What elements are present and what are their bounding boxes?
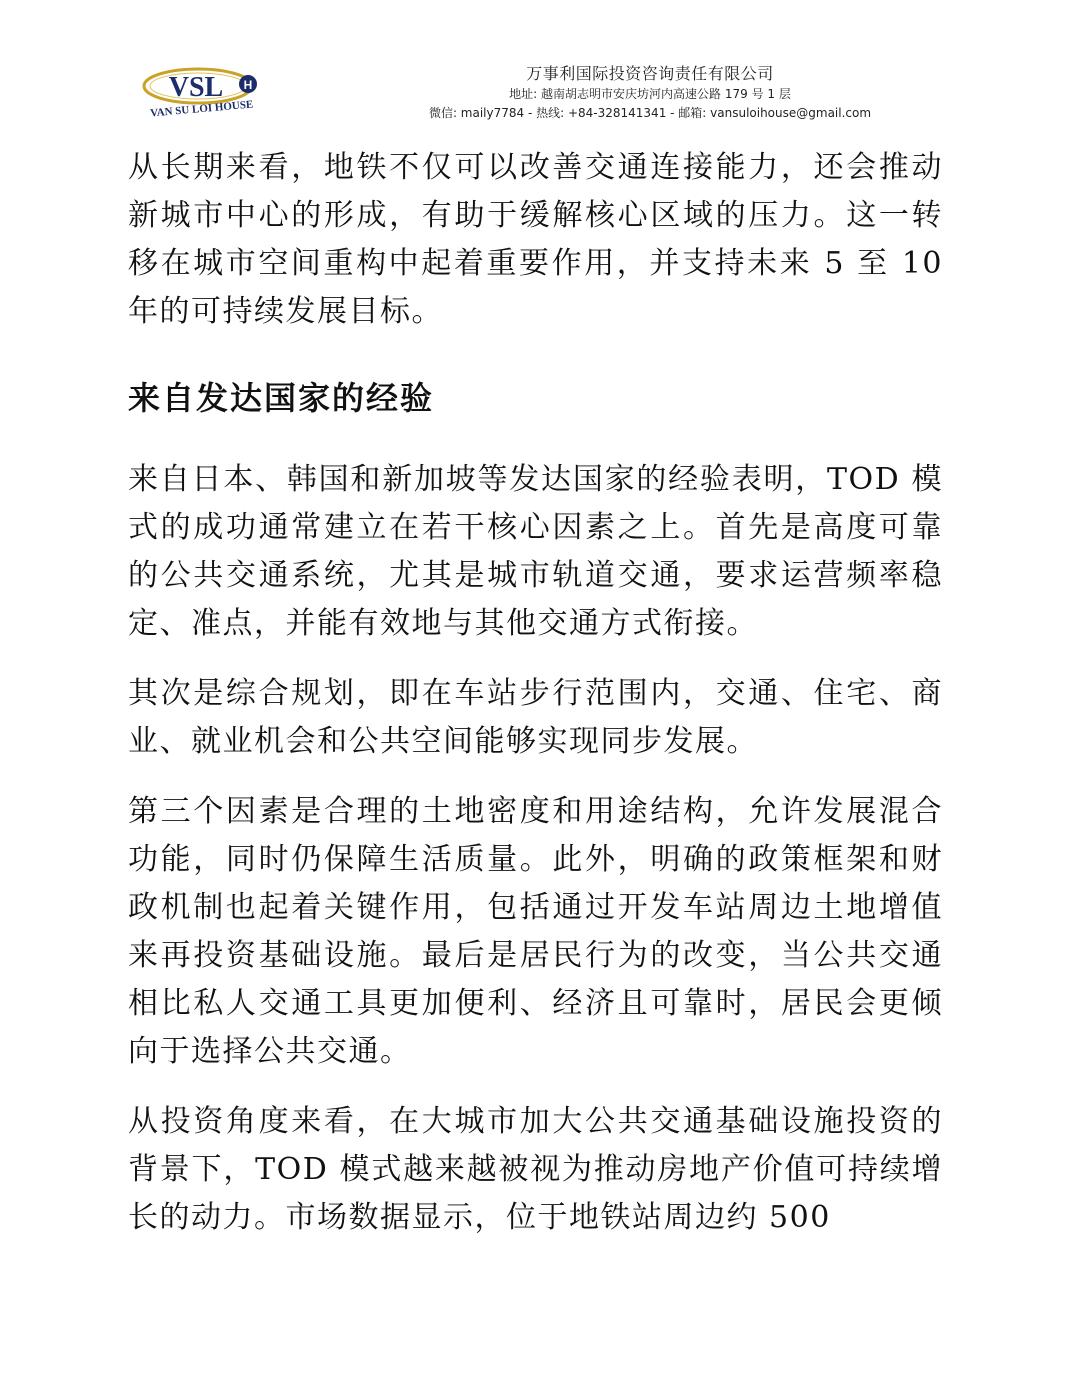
page-header bbox=[0, 0, 1080, 140]
logo-badge: H bbox=[243, 78, 253, 92]
logo-text: VSL bbox=[168, 72, 224, 103]
company-info bbox=[400, 63, 900, 123]
logo-subtext: VAN SU LOI HOUSE bbox=[149, 98, 254, 120]
paragraph-4: 第三个因素是合理的土地密度和用途结构，允许发展混合功能，同时仍保障生活质量。此外，明确的政策框架和财政机制也起着关键作用，包括通过开发车站周边土地增值来再投资基础设施。最后是居民行为的改变，当公共交通相比私人交通工具更加便利、经济且可靠时，居民会更倾向于选择公共交通。 bbox=[128, 794, 943, 1069]
company-logo bbox=[140, 62, 270, 124]
paragraph-3: 其次是综合规划，即在车站步行范围内，交通、住宅、商业、就业机会和公共空间能够实现同步发展。 bbox=[128, 676, 943, 759]
company-address: 地址: 越南胡志明市安庆坊河内高速公路 179 号 1 层 bbox=[509, 87, 791, 101]
company-contact: 微信: maily7784 - 热线: +84-328141341 - 邮箱: vansuloihouse@gmail.com bbox=[428, 106, 872, 120]
paragraph-5: 从投资角度来看，在大城市加大公共交通基础设施投资的背景下，TOD 模式越来越被视为推动房地产价值可持续增长的动力。市场数据显示，位于地铁站周边约 500 bbox=[128, 1104, 943, 1235]
company-name: 万事利国际投资咨询责任有限公司 bbox=[526, 64, 774, 83]
paragraph-2: 来自日本、韩国和新加坡等发达国家的经验表明，TOD 模式的成功通常建立在若干核心因素之上。首先是高度可靠的公共交通系统，尤其是城市轨道交通，要求运营频率稳定、准点，并能有效地与其他交通方式衔接。 bbox=[128, 462, 943, 641]
section-heading: 来自发达国家的经验 bbox=[128, 379, 435, 417]
article-body bbox=[128, 144, 943, 1242]
paragraph-1: 从长期来看，地铁不仅可以改善交通连接能力，还会推动新城市中心的形成，有助于缓解核心区域的压力。这一转移在城市空间重构中起着重要作用，并支持未来 5 至 10 年的可持续发展目标。 bbox=[128, 150, 943, 329]
